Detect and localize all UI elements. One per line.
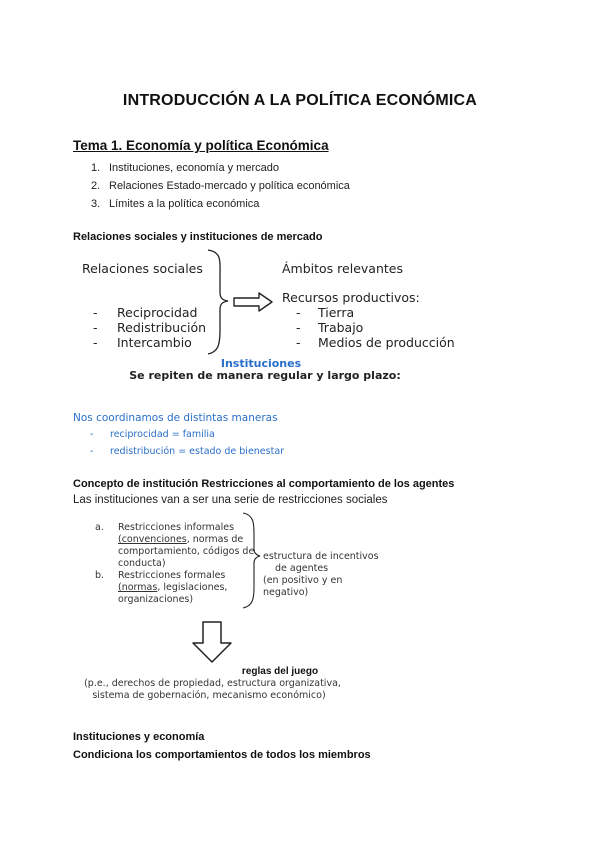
reglas-line1: (p.e., derechos de propiedad, estructura organizativa,: [84, 678, 341, 689]
list-number: 2.: [91, 180, 101, 192]
coord-intro: Nos coordinamos de distintas maneras: [73, 412, 278, 424]
informal-underlined: (convenciones: [118, 534, 187, 545]
page-title: INTRODUCCIÓN A LA POLÍTICA ECONÓMICA: [122, 92, 478, 109]
sketch-dash: -: [296, 305, 301, 320]
reglas-del-juego: reglas del juego: [241, 666, 319, 677]
informal-rest: , normas de: [186, 534, 244, 545]
sketch-right-item: Trabajo: [318, 320, 364, 335]
sketch-dash: -: [296, 335, 301, 350]
incentives-line4: negativo): [263, 587, 309, 598]
formal-rest: , legislaciones,: [157, 582, 228, 593]
sketch-right-title: Ámbitos relevantes: [282, 261, 403, 276]
section-heading-instituciones: Instituciones y economía: [73, 731, 205, 743]
sketch-dash: -: [296, 320, 301, 335]
instituciones-label: Instituciones: [220, 357, 302, 370]
incentives-line2: de agentes: [275, 563, 329, 574]
incentives-line1: estructura de incentivos: [263, 551, 379, 562]
repeat-line: Se repiten de manera regular y largo plazo:: [129, 369, 401, 382]
coord-item: redistribución = estado de bienestar: [110, 446, 285, 457]
curly-brace: [208, 250, 228, 354]
list-text: Relaciones Estado-mercado y política económica: [109, 180, 350, 192]
sketch-dash: -: [93, 320, 98, 335]
sketch-right-item: Tierra: [318, 305, 355, 320]
reglas-line2: sistema de gobernación, mecanismo económico): [92, 690, 326, 701]
list-number: 3.: [91, 198, 101, 210]
sketch-left-title: Relaciones sociales: [82, 261, 203, 276]
informal-line3: comportamiento, códigos de: [118, 546, 255, 557]
sketch-right-item: Medios de producción: [318, 335, 455, 350]
hollow-arrow: [234, 293, 272, 311]
sketch-dash: -: [93, 305, 98, 320]
item-label-a: a.: [95, 522, 104, 533]
informal-line1: Restricciones informales: [118, 522, 235, 533]
list-number: 1.: [91, 162, 101, 174]
coord-dash: -: [90, 429, 94, 440]
formal-line1: Restricciones formales: [118, 570, 226, 581]
section-heading-concepto: Concepto de institución Restricciones al comportamiento de los agentes: [73, 478, 455, 490]
sketch-right-sub: Recursos productivos:: [282, 290, 420, 305]
list-text: Instituciones, economía y mercado: [109, 162, 279, 174]
section-heading-condiciona: Condiciona los comportamientos de todos los miembros: [73, 749, 371, 761]
section-heading-relaciones: Relaciones sociales y instituciones de mercado: [73, 231, 323, 243]
small-curly-brace: [243, 513, 260, 608]
section-subtitle: Las instituciones van a ser una serie de restricciones sociales: [73, 494, 388, 506]
item-label-b: b.: [95, 570, 105, 581]
list-text: Límites a la política económica: [109, 198, 260, 210]
sketch-left-item: Intercambio: [117, 335, 192, 350]
coord-item: reciprocidad = familia: [110, 429, 215, 440]
down-arrow: [193, 622, 231, 662]
formal-underlined: (normas: [118, 582, 158, 593]
sketch-left-item: Reciprocidad: [117, 305, 198, 320]
formal-line3: organizaciones): [118, 594, 194, 605]
sketch-left-item: Redistribución: [117, 320, 207, 335]
incentives-line3: (en positivo y en: [263, 575, 343, 586]
tema-heading: Tema 1. Economía y política Económica: [73, 138, 329, 153]
coord-dash: -: [90, 446, 94, 457]
informal-line4: conducta): [118, 558, 166, 569]
sketch-dash: -: [93, 335, 98, 350]
